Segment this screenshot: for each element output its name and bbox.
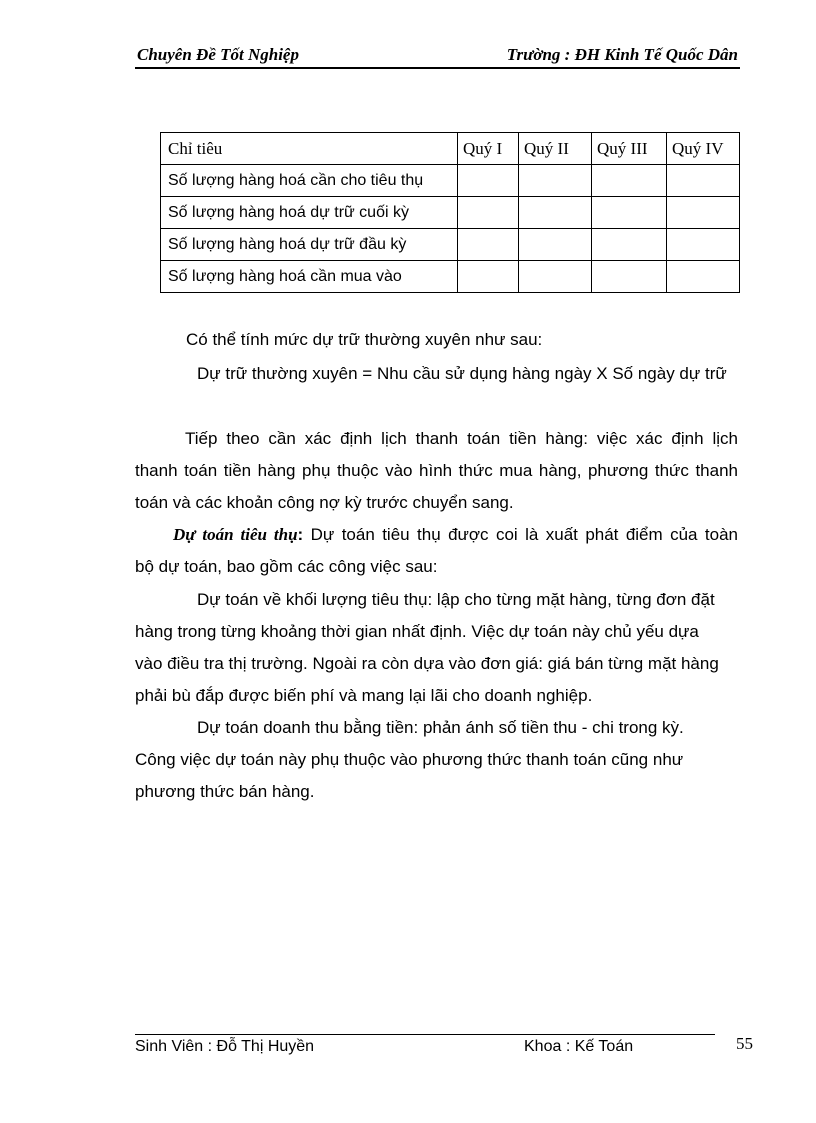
- paragraph-line: hàng trong từng khoảng thời gian nhất định. Việc dự toán này chủ yếu dựa: [135, 622, 699, 641]
- cash-revenue-paragraph: [135, 712, 738, 808]
- table-cell: [592, 197, 667, 229]
- paragraph-line: [135, 519, 738, 551]
- row-label: Số lượng hàng hoá cần cho tiêu thụ: [161, 165, 458, 197]
- header-school: Trường : ĐH Kinh Tế Quốc Dân: [506, 45, 738, 64]
- paragraph-line: phương thức bán hàng.: [135, 782, 315, 801]
- header-cell-q2: Quý II: [519, 133, 592, 165]
- table-cell: [519, 197, 592, 229]
- formula-line: Dự trữ thường xuyên = Nhu cầu sử dụng hàng ngày X Số ngày dự trữ: [197, 364, 727, 383]
- paragraph-line: Dự toán doanh thu bằng tiền: phản ánh số tiền thu - chi trong kỳ.: [197, 718, 684, 737]
- paragraph-line: vào điều tra thị trường. Ngoài ra còn dựa vào đơn giá: giá bán từng mặt hàng: [135, 654, 719, 673]
- paragraph-line: toán và các khoản công nợ kỳ trước chuyển sang.: [135, 493, 514, 512]
- table-cell: [592, 229, 667, 261]
- table-row: [161, 261, 740, 293]
- table-cell: [519, 229, 592, 261]
- header-cell-q3: Quý III: [592, 133, 667, 165]
- page-header: [135, 43, 740, 69]
- purchase-budget-table: [160, 132, 740, 293]
- table-row: [161, 229, 740, 261]
- heading-colon: :: [297, 525, 304, 544]
- row-label: Số lượng hàng hoá dự trữ đầu kỳ: [161, 229, 458, 261]
- header-title: Chuyên Đề Tốt Nghiệp: [137, 45, 299, 64]
- sales-volume-paragraph: [135, 584, 738, 712]
- table-cell: [667, 229, 740, 261]
- table-cell: [667, 261, 740, 293]
- paragraph-line: Tiếp theo cần xác định lịch thanh toán tiền hàng: việc xác định lịch: [185, 429, 738, 448]
- sales-budget-heading: Dự toán tiêu thụ: [173, 525, 298, 544]
- table-cell: [667, 197, 740, 229]
- paragraph-line: bộ dự toán, bao gồm các công việc sau:: [135, 557, 438, 576]
- paragraph-text: Dự toán tiêu thụ được coi là xuất phát điểm của toàn: [303, 525, 738, 544]
- page-number: 55: [736, 1034, 753, 1053]
- header-cell-indicator: Chỉ tiêu: [161, 133, 458, 165]
- table-row: [161, 197, 740, 229]
- header-cell-q4: Quý IV: [667, 133, 740, 165]
- table-row: [161, 165, 740, 197]
- table-cell: [519, 165, 592, 197]
- paragraph-line: phải bù đắp được biến phí và mang lại lãi cho doanh nghiệp.: [135, 686, 593, 705]
- table-cell: [519, 261, 592, 293]
- sales-budget-paragraph: [135, 519, 738, 583]
- footer-student: Sinh Viên : Đỗ Thị Huyền: [135, 1038, 315, 1055]
- table-cell: [592, 261, 667, 293]
- table-cell: [458, 165, 519, 197]
- table-cell: [592, 165, 667, 197]
- footer-divider: [135, 1034, 715, 1035]
- table-cell: [458, 197, 519, 229]
- table-cell: [667, 165, 740, 197]
- payment-schedule-paragraph: [135, 423, 738, 519]
- paragraph-line: thanh toán tiền hàng phụ thuộc vào hình thức mua hàng, phương thức thanh: [135, 461, 738, 480]
- row-label: Số lượng hàng hoá cần mua vào: [161, 261, 458, 293]
- table-header-row: [161, 133, 740, 165]
- row-label: Số lượng hàng hoá dự trữ cuối kỳ: [161, 197, 458, 229]
- footer-faculty: Khoa : Kế Toán: [524, 1038, 634, 1055]
- paragraph-line: Dự toán về khối lượng tiêu thụ: lập cho từng mặt hàng, từng đơn đặt: [197, 590, 715, 609]
- intro-line: Có thể tính mức dự trữ thường xuyên như sau:: [186, 330, 543, 349]
- table-cell: [458, 229, 519, 261]
- paragraph-line: Công việc dự toán này phụ thuộc vào phương thức thanh toán cũng như: [135, 750, 684, 769]
- table-cell: [458, 261, 519, 293]
- header-cell-q1: Quý I: [458, 133, 519, 165]
